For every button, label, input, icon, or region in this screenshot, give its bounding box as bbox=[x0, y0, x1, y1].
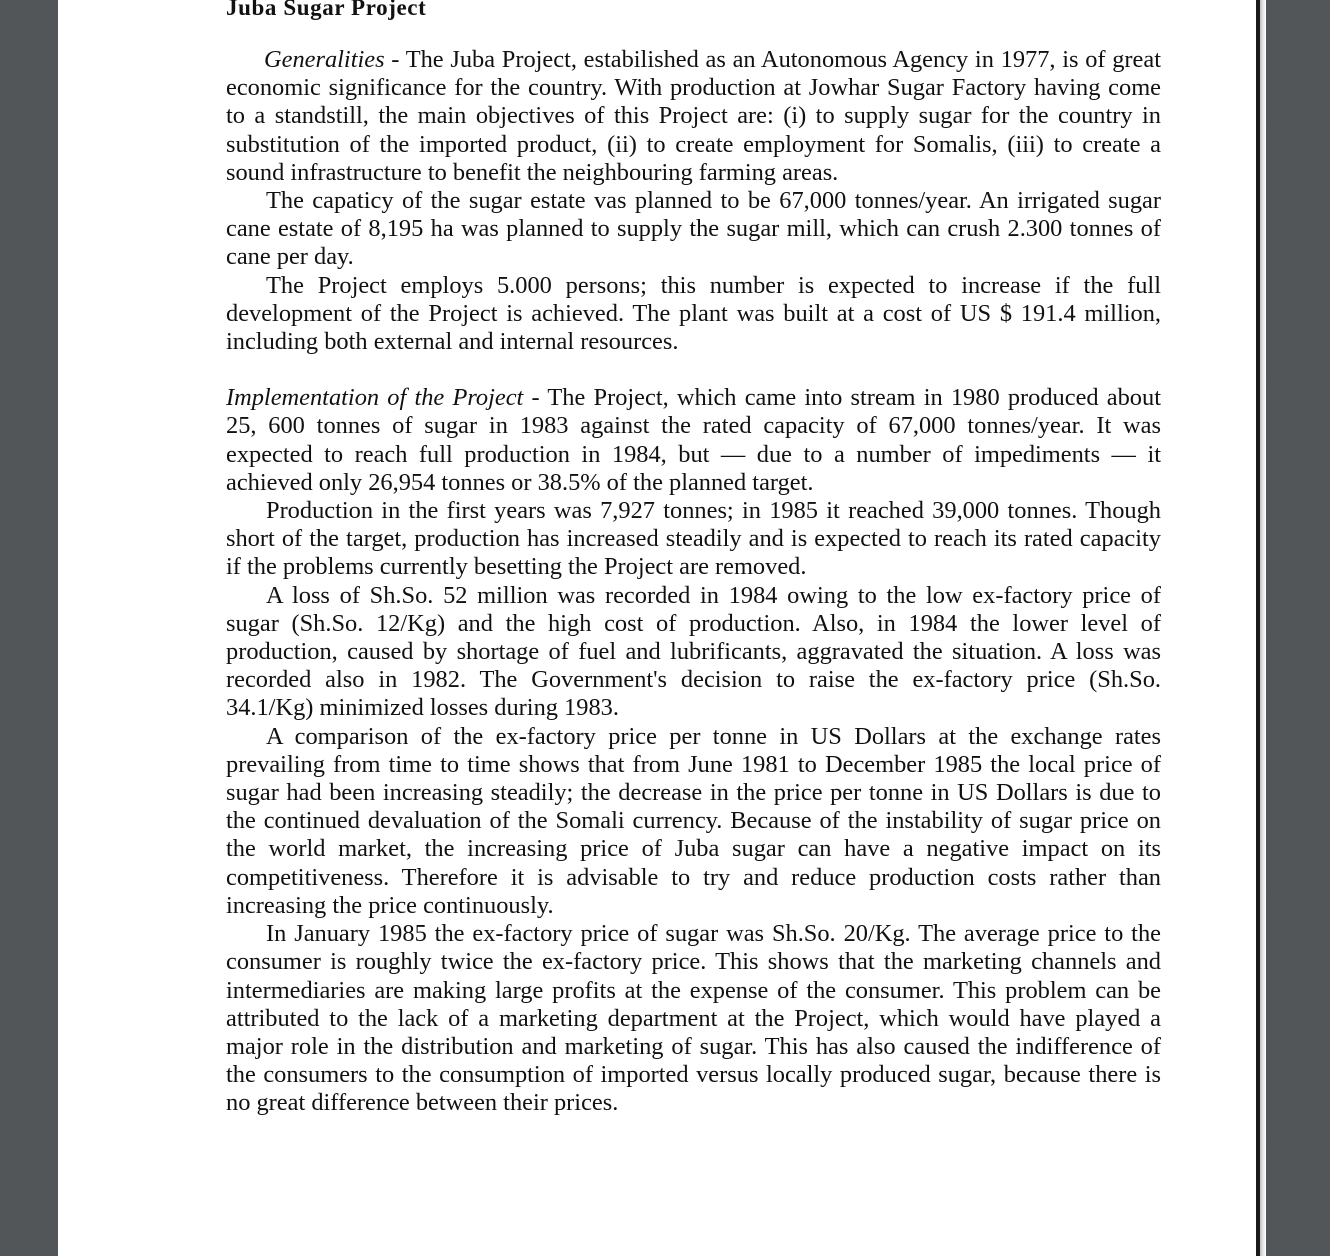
paragraph-production: Production in the first years was 7,927 tonnes; in 1985 it reached 39,000 tonnes. Though short of the target, production has increased steadily and is expected to reach its rated capacity if the problems currently besetting the Project are removed. bbox=[226, 497, 1161, 581]
paragraph-marketing: In January 1985 the ex-factory price of sugar was Sh.So. 20/Kg. The average price to the consumer is roughly twice the ex-factory price. This shows that the marketing channels and intermediaries are making large profits at the expense of the consumer. This problem can be attributed to the lack of a marketing department at the Project, which would have played a major role in the distribution and marketing of sugar. This has also caused the indifference of the consumers to the consumption of imported versus locally produced sugar, because there is no great difference between their prices. bbox=[226, 920, 1161, 1117]
paragraph-generalities bbox=[226, 46, 1161, 187]
paragraph-text: - The Project, which came into stream in 1980 produced about 25, 600 tonnes of sugar in 1983 against the rated capacity of 67,000 tonnes/year. It was expected to reach full production in 1984, but — due to a number of impediments — it achieved only 26,954 tonnes or 38.5% of the planned target. bbox=[226, 384, 1161, 496]
document-page bbox=[58, 0, 1266, 1256]
section-heading: Juba Sugar Project bbox=[226, 0, 427, 20]
paragraph-price-comparison: A comparison of the ex-factory price per tonne in US Dollars at the exchange rates prevailing from time to time shows that from June 1981 to December 1985 the local price of sugar had been increasing steadily; the decrease in the price per tonne in US Dollars is due to the continued devaluation of the Somali currency. Because of the instability of sugar price on the world market, the increasing price of Juba sugar can have a negative impact on its competitiveness. Therefore it is advisable to try and reduce production costs rather than increasing the price continuously. bbox=[226, 722, 1161, 919]
paragraph-employment: The Project employs 5.000 persons; this number is expected to increase if the full development of the Project is achieved. The plant was built at a cost of US $ 191.4 million, including both external and internal resources. bbox=[226, 271, 1161, 356]
scan-edge-line bbox=[1254, 0, 1266, 1256]
paragraph-capacity: The capaticy of the sugar estate vas planned to be 67,000 tonnes/year. An irrigated sugar cane estate of 8,195 ha was planned to supply the sugar mill, which can crush 2.300 tonnes of cane per day. bbox=[226, 187, 1161, 271]
paragraph-lead-term: Implementation of the Project bbox=[226, 384, 524, 412]
document-content bbox=[226, 0, 1161, 1118]
paragraph-text: - The Juba Project, estabilished as an Autonomous Agency in 1977, is of great economic significance for the country. With production at Jowhar Sugar Factory having come to a standstill, the main objectives of this Project are: (i) to supply sugar for the country in substitution of the imported product, (ii) to create employment for Somalis, (iii) to create a sound infrastructure to benefit the neighbouring farming areas. bbox=[226, 46, 1161, 186]
paragraph-loss: A loss of Sh.So. 52 million was recorded in 1984 owing to the low ex-factory price of sugar (Sh.So. 12/Kg) and the high cost of production. Also, in 1984 the lower level of production, caused by shortage of fuel and lubrificants, aggravated the situation. A loss was recorded also in 1982. The Government's decision to raise the ex-factory price (Sh.So. 34.1/Kg) minimized losses during 1983. bbox=[226, 581, 1161, 722]
paragraph-implementation bbox=[226, 384, 1161, 497]
paragraph-lead-term: Generalities bbox=[264, 46, 385, 73]
